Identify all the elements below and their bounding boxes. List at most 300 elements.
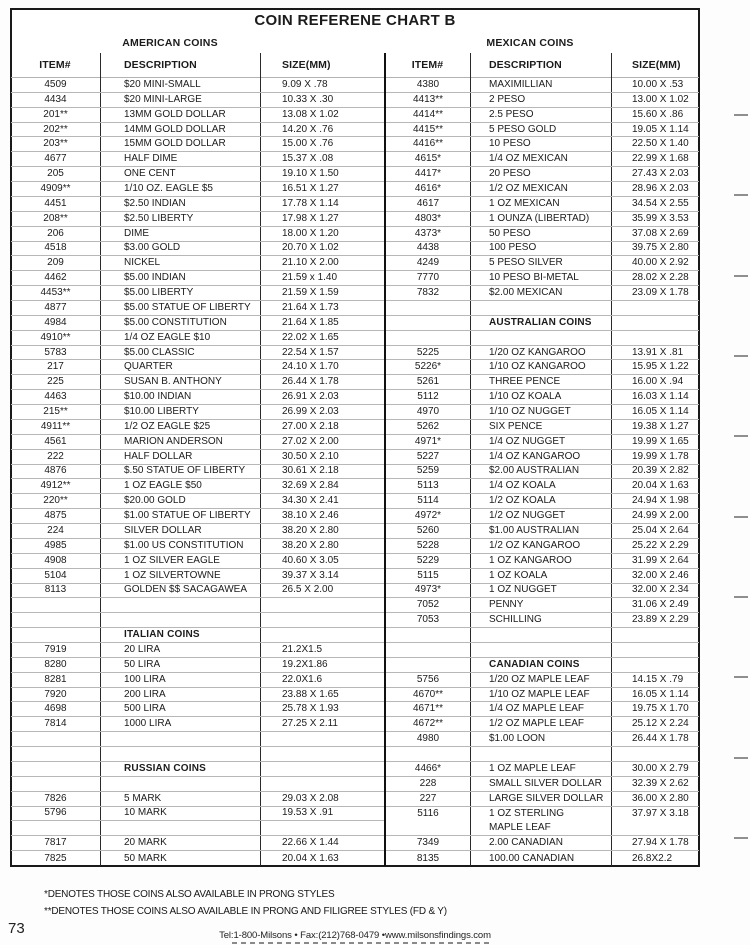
description-cell: 1000 LIRA [124,718,172,730]
table-row [386,405,699,420]
item-number-cell: 4672** [412,718,444,730]
description-cell: 200 LIRA [124,688,166,700]
item-number-cell: 4909** [40,183,71,194]
item-number-cell: 215** [43,406,68,418]
table-row [11,494,384,509]
description-cell: 1/4 OZ MEXICAN [489,153,568,165]
size-cell: 26.8X2.2 [632,852,673,864]
description-cell: $1.00 STATUE OF LIBERTY [124,510,251,522]
size-cell: 21.59 x 1.40 [282,272,338,284]
item-number-cell: 5104 [44,569,67,581]
table-row [386,584,699,599]
margin-tick [734,194,748,196]
size-cell: 29.03 X 2.08 [282,792,339,804]
table-row [386,152,699,167]
right-group-title: MEXICAN COINS [486,37,574,49]
table-row [386,435,699,450]
item-number-cell: 4434 [44,93,67,105]
description-cell: 1 OZ MAPLE LEAF [489,762,576,774]
size-cell: 19.2X1.86 [282,658,328,670]
item-number-cell: 5112 [417,391,439,403]
table-row [11,702,384,717]
description-cell: 1/2 OZ KANGAROO [489,539,581,551]
description-cell: 50 LIRA [124,658,161,670]
item-number-cell: 4451 [44,197,67,209]
item-number-cell: 4453** [40,287,71,299]
item-number-cell: 4416** [412,138,444,150]
description-cell: 14MM GOLD DOLLAR [124,123,226,135]
description-cell: 1/10 OZ MAPLE LEAF [489,688,590,700]
description-cell: 15MM GOLD DOLLAR [124,138,226,150]
description-cell: 2.5 PESO [489,108,534,120]
description-cell: 5 MARK [124,792,162,804]
item-number-cell: 4671** [412,703,444,715]
description-cell: 20 PESO [489,168,531,180]
size-cell: 23.09 X 1.78 [632,287,689,299]
description-cell: 100 PESO [489,242,537,254]
description-cell: $2.50 LIBERTY [124,212,194,224]
size-cell: 27.02 X 2.00 [282,435,339,447]
table-row [11,807,384,822]
table-row [386,494,699,509]
table-row [386,836,699,851]
item-number-cell: 7919 [44,643,67,655]
size-cell: 36.00 X 2.80 [632,792,689,804]
next-page-edge-artifact [232,942,492,944]
table-row [11,167,384,182]
description-cell: 1/4 OZ KOALA [489,480,556,492]
item-number-cell: 4677 [44,153,67,165]
margin-tick [734,757,748,759]
table-row [386,93,699,108]
item-number-cell: 4984 [44,316,67,328]
size-cell: 16.00 X .94 [632,376,684,388]
margin-tick [734,837,748,839]
size-cell: 26.91 X 2.03 [282,391,339,403]
description-cell: SMALL SILVER DOLLAR [489,777,602,789]
description-cell: $2.50 INDIAN [124,197,186,209]
item-number-cell: 4249 [416,257,440,269]
size-cell: 34.54 X 2.55 [632,197,689,209]
item-number-cell: 4413** [412,93,444,105]
table-row [11,212,384,227]
description-cell: 1/2 OZ MEXICAN [489,183,568,194]
size-cell: 21.10 X 2.00 [282,257,339,269]
item-number-cell: 8280 [44,658,67,670]
item-number-cell: 4509 [44,78,67,90]
table-row [11,301,384,316]
table-row [11,286,384,301]
size-cell: 20.70 X 1.02 [282,242,339,254]
table-row [11,658,384,673]
item-number-cell: 4875 [44,510,67,522]
table-row [11,792,384,807]
description-cell: SUSAN B. ANTHONY [124,376,222,388]
size-cell: 32.00 X 2.34 [632,584,689,596]
size-cell: 19.75 X 1.70 [632,703,689,715]
description-cell: 1/2 OZ MAPLE LEAF [489,718,585,730]
description-cell: 1 OZ EAGLE $50 [124,480,202,492]
item-number-cell: 5114 [417,495,439,507]
table-row [386,375,699,390]
table-row [11,598,384,613]
table-row [386,137,699,152]
table-row [11,152,384,167]
size-cell: 30.50 X 2.10 [282,450,339,462]
description-cell: DIME [124,227,149,239]
size-cell: 30.00 X 2.79 [632,762,689,774]
table-row [386,628,699,643]
size-cell: 27.94 X 1.78 [632,837,689,849]
table-row [11,197,384,212]
table-row [386,256,699,271]
description-cell: $2.00 AUSTRALIAN [489,465,580,477]
table-row [11,465,384,480]
table-row [386,643,699,658]
right-column-header-item: ITEM# [411,59,444,71]
description-cell: 1/4 OZ EAGLE $10 [124,331,211,343]
description-cell: 1 OZ NUGGET [489,584,557,596]
description-cell: $1.00 AUSTRALIAN [489,524,580,536]
size-cell: 15.95 X 1.22 [632,361,689,373]
item-number-cell: 4908 [44,554,67,566]
description-cell: $5.00 LIBERTY [124,287,194,299]
description-cell: $3.00 GOLD [124,242,181,254]
section-header-row [386,658,699,673]
size-cell: 23.89 X 2.29 [632,614,689,626]
size-cell: 22.50 X 1.40 [632,138,689,150]
description-cell: 1/20 OZ KANGAROO [489,346,586,358]
right-column-header-size: SIZE(MM) [632,59,681,71]
table-row [386,792,699,807]
description-cell: MAXIMILLIAN [489,78,553,90]
table-row [11,405,384,420]
description-cell: 1/2 OZ NUGGET [489,510,566,522]
table-row [11,360,384,375]
table-row [11,509,384,524]
item-number-cell: 5115 [417,569,439,581]
table-row [386,524,699,539]
table-row [11,435,384,450]
size-cell: 19.99 X 1.78 [632,450,689,462]
size-cell: 17.78 X 1.14 [282,197,339,209]
description-cell: 1/10 OZ KOALA [489,391,562,403]
item-number-cell: 4617 [416,197,440,209]
table-row [386,747,699,762]
size-cell: 19.53 X .91 [282,807,334,819]
item-number-cell: 217 [47,361,64,373]
size-cell: 21.64 X 1.85 [282,316,339,328]
description-cell: 1/10 OZ NUGGET [489,406,571,418]
item-number-cell: 4373* [414,227,442,239]
item-number-cell: 4911** [40,420,71,432]
description-cell: 100.00 CANADIAN [489,852,575,864]
section-title-cell: RUSSIAN COINS [124,762,207,774]
table-row [386,688,699,703]
description-cell: GOLDEN $$ SACAGAWEA [124,584,247,596]
size-cell: 22.02 X 1.65 [282,331,339,343]
table-row [11,108,384,123]
item-number-cell: 5225 [416,346,440,358]
description-cell: 1/4 OZ NUGGET [489,435,566,447]
size-cell: 32.39 X 2.62 [632,777,689,789]
size-cell: 14.15 X .79 [632,673,684,685]
table-row [11,182,384,197]
description-cell: 10 PESO BI-METAL [489,272,579,284]
table-row [11,688,384,703]
size-cell: 14.20 X .76 [282,123,334,135]
description-cell: THREE PENCE [489,376,561,388]
margin-tick [734,676,748,678]
description-cell: 100 LIRA [124,673,166,685]
description-cell: $5.00 STATUE OF LIBERTY [124,301,251,313]
item-number-cell: 5113 [417,480,439,492]
item-number-cell: 8113 [44,584,67,596]
size-cell: 16.03 X 1.14 [632,391,689,403]
description-cell: 1/10 OZ KANGAROO [489,361,586,373]
item-number-cell: 4463 [44,391,67,403]
item-number-cell: 4616* [414,183,442,194]
table-row [386,598,699,613]
table-row [386,108,699,123]
margin-tick [734,516,748,518]
size-cell: 31.99 X 2.64 [632,554,689,566]
description-cell: 1 OZ SILVERTOWNE [124,569,221,581]
table-row [11,271,384,286]
description-cell: 50 PESO [489,227,531,239]
table-row [11,539,384,554]
description-cell: PENNY [489,599,524,611]
section-header-row [386,316,699,331]
table-row [386,717,699,732]
table-row [11,346,384,361]
size-cell: 38.20 X 2.80 [282,539,339,551]
item-number-cell: 4438 [416,242,440,254]
item-number-cell: 5259 [416,465,440,477]
item-number-cell: 224 [47,524,64,536]
table-row [386,777,699,792]
size-cell: 20.04 X 1.63 [632,480,689,492]
description-cell: $1.00 US CONSTITUTION [124,539,244,551]
description-cell: 1/4 OZ KANGAROO [489,450,581,462]
margin-tick [734,275,748,277]
description-cell: $5.00 CLASSIC [124,346,195,358]
item-number-cell: 7349 [416,837,440,849]
table-row [386,123,699,138]
table-row [11,569,384,584]
table-row [386,465,699,480]
table-row [386,182,699,197]
description-cell: $20 MINI-LARGE [124,93,202,105]
size-cell: 39.37 X 3.14 [282,569,339,581]
size-cell: 26.44 X 1.78 [282,376,339,388]
item-number-cell: 209 [47,257,64,269]
size-cell: 15.37 X .08 [282,153,334,165]
size-cell: 15.00 X .76 [282,138,334,150]
table-row [386,702,699,717]
size-cell: 30.61 X 2.18 [282,465,339,477]
table-row [386,732,699,747]
table-row [386,390,699,405]
size-cell: 32.00 X 2.46 [632,569,689,581]
item-number-cell: 7814 [44,718,67,730]
description-cell: 20 MARK [124,837,167,849]
size-cell: 40.60 X 3.05 [282,554,339,566]
item-number-cell: 4912** [40,480,71,492]
item-number-cell: 220** [43,495,68,507]
size-cell: 13.00 X 1.02 [632,93,689,105]
table-row [11,375,384,390]
item-number-cell: 228 [419,777,437,789]
right-column-header-description: DESCRIPTION [489,59,562,71]
size-cell: 10.33 X .30 [282,93,334,105]
description-cell: 1/10 OZ. EAGLE $5 [124,183,213,194]
size-cell: 26.99 X 2.03 [282,406,339,418]
description-cell: 2 PESO [489,93,526,105]
description-cell: QUARTER [124,361,173,373]
item-number-cell: 5261 [416,376,440,388]
size-cell: 40.00 X 2.92 [632,257,689,269]
size-cell: 25.04 X 2.64 [632,524,689,536]
description-cell: 2.00 CANADIAN [489,837,563,849]
description-cell: $.50 STATUE OF LIBERTY [124,465,246,477]
size-cell: 22.54 X 1.57 [282,346,339,358]
size-cell: 16.51 X 1.27 [282,183,339,194]
right-table-body [386,78,699,866]
description-cell: 1 OZ STERLING [489,807,565,819]
size-cell: 19.10 X 1.50 [282,168,339,180]
table-row [11,717,384,732]
table-row [11,93,384,108]
item-number-cell: 4414** [412,108,444,120]
size-cell: 22.99 X 1.68 [632,153,689,165]
description-cell: 1/2 OZ KOALA [489,495,556,507]
item-number-cell: 5227 [416,450,440,462]
section-title-cell: AUSTRALIAN COINS [489,316,592,328]
item-number-cell: 4910** [40,331,71,343]
left-group-title: AMERICAN COINS [122,37,218,49]
size-cell: 26.5 X 2.00 [282,584,334,596]
page-title: COIN REFERENE CHART B [254,12,456,29]
item-number-cell: 225 [47,376,64,388]
table-row [11,256,384,271]
item-number-cell: 205 [47,168,64,180]
size-cell: 37.08 X 2.69 [632,227,689,239]
footer-contact: Tel:1-800-Milsons • Fax:(212)768-0479 •www.milsonsfindings.com [219,930,491,941]
table-row [11,732,384,747]
table-row [386,673,699,688]
description-cell: 1 OZ SILVER EAGLE [124,554,220,566]
description-cell: 1/4 OZ MAPLE LEAF [489,703,585,715]
table-row [386,821,699,836]
description-cell: NICKEL [124,257,161,269]
table-row [11,643,384,658]
size-cell: 39.75 X 2.80 [632,242,689,254]
table-row [386,301,699,316]
item-number-cell: 8281 [44,673,67,685]
size-cell: 9.09 X .78 [282,78,328,90]
table-row [11,331,384,346]
description-cell: 5 PESO SILVER [489,257,563,269]
table-row [11,420,384,435]
margin-tick [734,114,748,116]
description-cell: 1/20 OZ MAPLE LEAF [489,673,590,685]
size-cell: 37.97 X 3.18 [632,807,689,819]
table-row [11,479,384,494]
item-number-cell: 5260 [416,524,440,536]
item-number-cell: 4972* [414,510,442,522]
item-number-cell: 4980 [416,733,440,745]
table-row [11,123,384,138]
table-row [386,613,699,628]
description-cell: 50 MARK [124,852,167,864]
size-cell: 32.69 X 2.84 [282,480,339,492]
table-row [11,613,384,628]
size-cell: 18.00 X 1.20 [282,227,339,239]
size-cell: 21.2X1.5 [282,643,323,655]
description-cell: MARION ANDERSON [124,435,223,447]
item-number-cell: 4561 [44,435,67,447]
size-cell: 16.05 X 1.14 [632,688,689,700]
table-row [386,807,699,822]
size-cell: 20.39 X 2.82 [632,465,689,477]
table-row [11,554,384,569]
table-row [11,242,384,257]
description-cell: SIX PENCE [489,420,543,432]
item-number-cell: 7770 [416,272,440,284]
size-cell: 21.59 X 1.59 [282,287,339,299]
table-row [11,836,384,851]
section-header-row [11,762,384,777]
table-row [386,197,699,212]
table-row [386,479,699,494]
item-number-cell: 201** [43,108,68,120]
table-row [386,360,699,375]
item-number-cell: 4415** [412,123,444,135]
item-number-cell: 208** [43,212,68,224]
table-row [11,851,384,866]
table-row [11,316,384,331]
left-column-header-description: DESCRIPTION [124,59,197,71]
size-cell: 25.12 X 2.24 [632,718,689,730]
size-cell: 22.66 X 1.44 [282,837,339,849]
item-number-cell: 4877 [44,301,67,313]
size-cell: 24.10 X 1.70 [282,361,339,373]
size-cell: 38.20 X 2.80 [282,524,339,536]
description-cell: SILVER DOLLAR [124,524,202,536]
table-row [386,762,699,777]
table-row [386,78,699,93]
item-number-cell: 4466* [414,762,442,774]
size-cell: 31.06 X 2.49 [632,599,689,611]
table-row [386,212,699,227]
size-cell: 23.88 X 1.65 [282,688,339,700]
item-number-cell: 5262 [416,420,440,432]
item-number-cell: 7052 [416,599,440,611]
item-number-cell: 222 [47,450,64,462]
size-cell: 38.10 X 2.46 [282,510,339,522]
left-table-body [11,78,384,866]
item-number-cell: 5783 [44,346,67,358]
table-row [11,78,384,93]
description-cell: $2.00 MEXICAN [489,287,563,299]
size-cell: 16.05 X 1.14 [632,406,689,418]
table-row [386,271,699,286]
item-number-cell: 4803* [414,212,442,224]
description-cell: 20 LIRA [124,643,161,655]
size-cell: 28.02 X 2.28 [632,272,689,284]
size-cell: 25.22 X 2.29 [632,539,689,551]
